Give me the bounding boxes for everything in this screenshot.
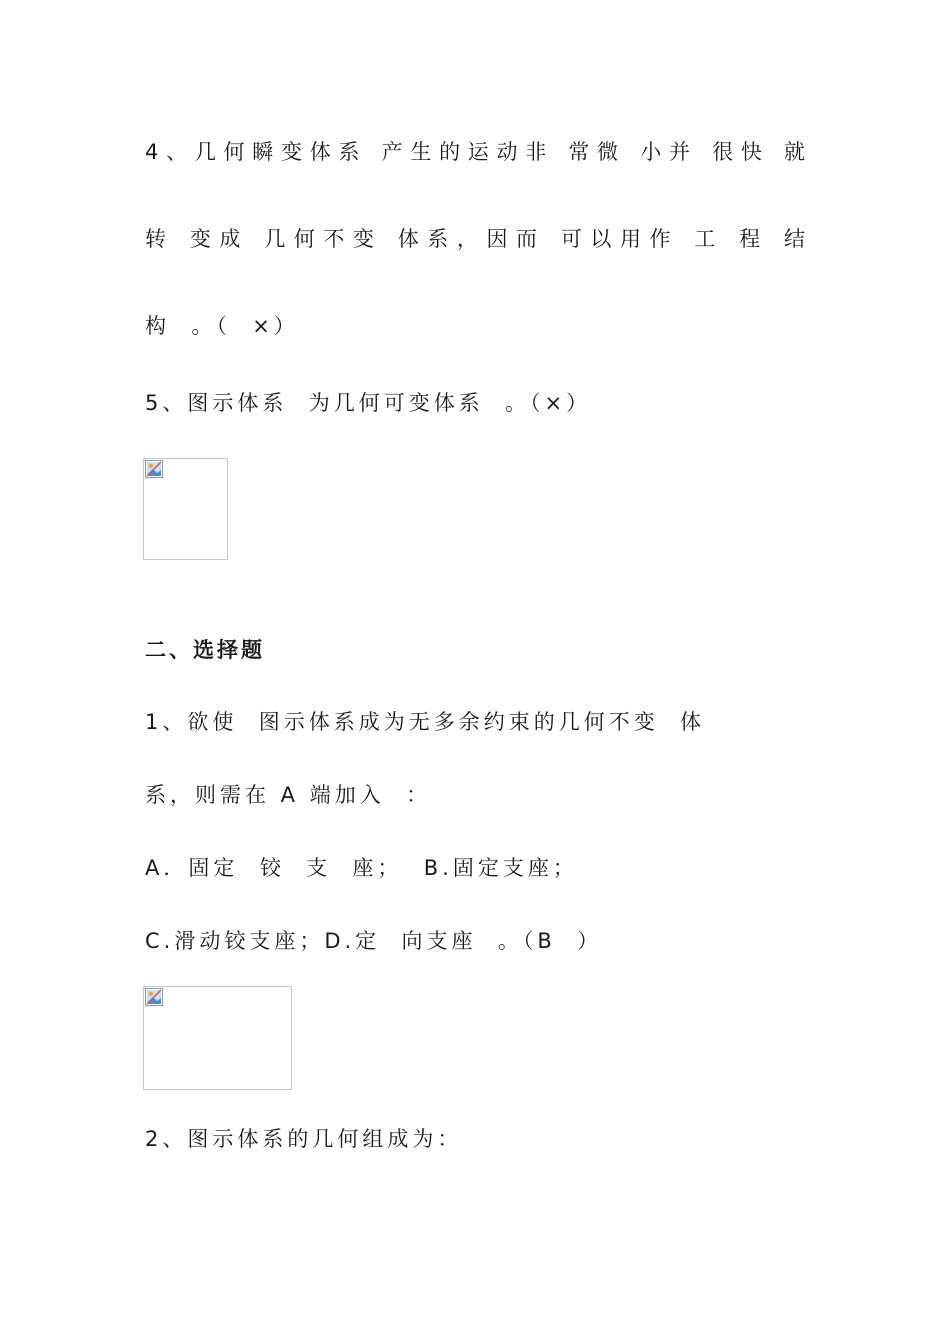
c1-line-1: 1、欲使 图示体系成为无多余约束的几何不变 体	[145, 710, 706, 734]
q4-line-1: 4、几何瞬变体系 产生的运动非 常微 小并 很快 就	[145, 140, 807, 164]
broken-image-icon	[145, 460, 163, 478]
q4-line-3: 构 。（ ×）	[145, 314, 299, 338]
c2-text: 2、图示体系的几何组成为：	[145, 1127, 463, 1151]
figure-c1-image	[143, 986, 292, 1090]
section-2-title: 二、选择题	[145, 638, 265, 662]
c1-line-2: 系，则需在 A 端加入 ：	[145, 783, 432, 807]
q5-text: 5、图示体系 为几何可变体系 。（×）	[145, 391, 592, 415]
q4-line-2: 转 变成 几何不变 体系，因而 可以用作 工 程 结	[145, 227, 807, 251]
c1-options-line-2: C.滑动铰支座；D.定 向支座 。（B ）	[145, 929, 603, 953]
broken-image-icon	[145, 988, 163, 1006]
c1-options-line-1: A．固定 铰 支 座； B.固定支座；	[145, 856, 578, 880]
figure-q5-image	[143, 458, 228, 560]
